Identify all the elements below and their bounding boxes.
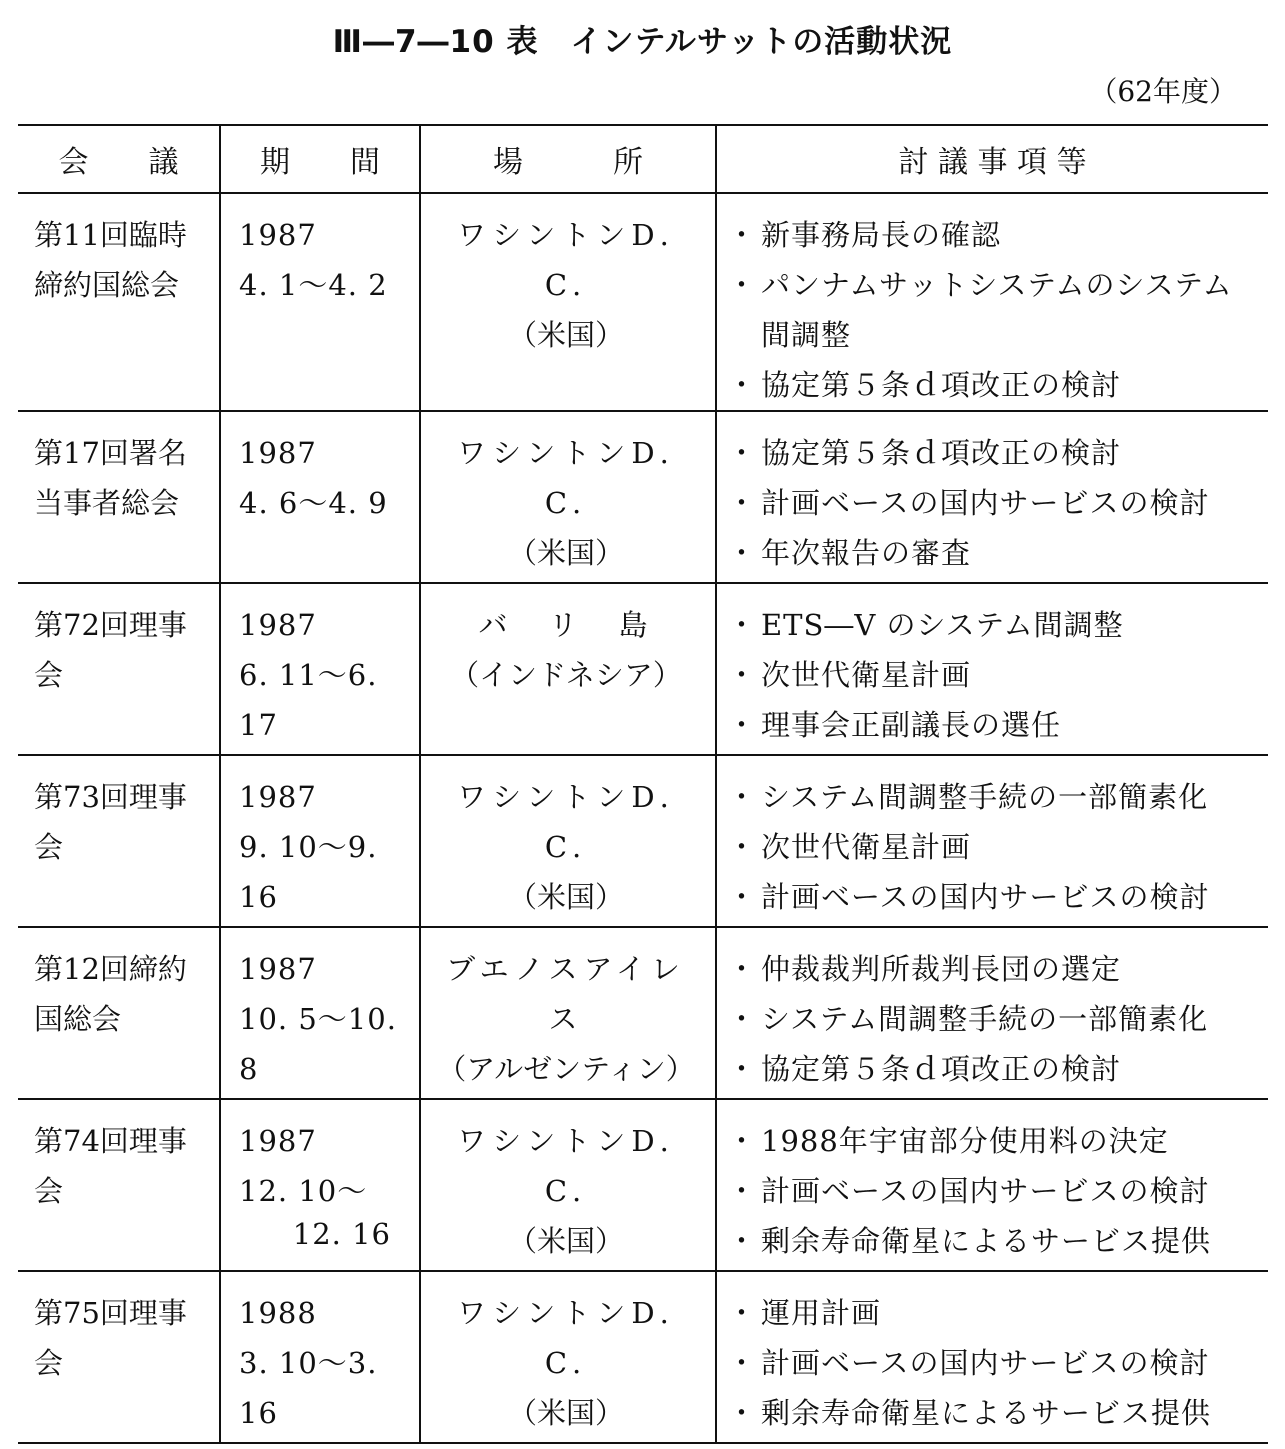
period-dates: 12. 10～ [239,1174,368,1208]
place-cell [420,411,716,583]
period-year: 1987 [239,1124,317,1158]
place-cell [420,1099,716,1271]
period-dates: 3. 10～3. 16 [239,1346,378,1430]
meeting-name: 第72回理事 会 [34,608,187,692]
place-country: （米国） [507,1224,624,1258]
period-year: 1987 [239,780,317,814]
fiscal-year-note: （62年度） [1089,75,1237,108]
place-name: ワシントンD. C. [457,436,675,520]
meeting-cell [18,1271,220,1443]
topic-list [739,1116,1260,1266]
header-meeting: 会 議 [18,125,220,193]
header-period: 期 間 [220,125,420,193]
table-body [18,193,1268,1443]
meeting-name: 第11回臨時 締約国総会 [34,218,187,302]
meeting-cell [18,755,220,927]
place-cell [420,1271,716,1443]
topic-item: ・ 剰余寿命衛星によるサービス提供 [739,1216,1260,1266]
topics-cell [716,927,1268,1099]
place-country: （米国） [507,1396,624,1430]
table-row [18,193,1268,411]
meeting-name: 第73回理事 会 [34,780,187,864]
topic-item: ・ 運用計画 [739,1288,1260,1338]
topic-item: ・ 理事会正副議長の選任 [739,700,1260,750]
place-name: ワシントンD. C. [457,1124,675,1208]
period-year: 1988 [239,1296,317,1330]
meeting-name: 第17回署名 当事者総会 [34,436,187,520]
topic-item: ・ 協定第５条ｄ項改正の検討 [739,360,1260,410]
place-country: （インドネシア） [450,658,682,692]
topic-item: ・ 協定第５条ｄ項改正の検討 [739,1044,1260,1094]
meeting-cell [18,193,220,411]
topic-item: ・ 計画ベースの国内サービスの検討 [739,478,1260,528]
period-cell [220,583,420,755]
header-row [18,125,1268,193]
topic-list [739,772,1260,922]
period-cell [220,193,420,411]
intelsat-activity-table [18,124,1268,1444]
topic-item: ・ 剰余寿命衛星によるサービス提供 [739,1388,1260,1438]
header-topics: 討 議 事 項 等 [716,125,1268,193]
place-name: ワシントンD. C. [457,1296,675,1380]
topic-item: ・ 仲裁裁判所裁判長団の選定 [739,944,1260,994]
period-year: 1987 [239,952,317,986]
meeting-cell [18,583,220,755]
topic-item: ・ 次世代衛星計画 [739,822,1260,872]
topics-cell [716,583,1268,755]
place-country: （アルゼンティン） [437,1052,695,1086]
period-year: 1987 [239,608,317,642]
period-dates: 4. 1～4. 2 [239,268,388,302]
topic-item: ・ 計画ベースの国内サービスの検討 [739,1166,1260,1216]
period-cell [220,927,420,1099]
topic-item: ・ システム間調整手続の一部簡素化 [739,772,1260,822]
period-dates: 4. 6～4. 9 [239,486,388,520]
topic-list [739,428,1260,578]
meeting-cell [18,411,220,583]
place-name: バ リ 島 [478,608,654,642]
period-cell [220,1271,420,1443]
topic-list [739,1288,1260,1438]
period-year: 1987 [239,436,317,470]
topic-item: ・ 協定第５条ｄ項改正の検討 [739,428,1260,478]
table-row [18,1271,1268,1443]
meeting-cell [18,927,220,1099]
place-cell [420,927,716,1099]
place-name: ブエノスアイレス [446,952,686,1036]
topic-list [739,210,1260,410]
meeting-cell [18,1099,220,1271]
meeting-name: 第75回理事 会 [34,1296,187,1380]
topic-item: ・ 新事務局長の確認 [739,210,1260,260]
period-cell [220,1099,420,1271]
place-country: （米国） [507,318,624,352]
topics-cell [716,411,1268,583]
topic-item: ・ 年次報告の審査 [739,528,1260,578]
topic-item: ・ システム間調整手続の一部簡素化 [739,994,1260,1044]
table-row [18,411,1268,583]
period-cell [220,411,420,583]
topic-list [739,944,1260,1094]
place-cell [420,755,716,927]
topics-cell [716,755,1268,927]
place-country: （米国） [507,880,624,914]
place-name: ワシントンD. C. [457,780,675,864]
period-dates: 9. 10～9. 16 [239,830,378,914]
meeting-name: 第12回締約 国総会 [34,952,187,1036]
topic-item: ・ 計画ベースの国内サービスの検討 [739,1338,1260,1388]
period-cell [220,755,420,927]
place-name: ワシントンD. C. [457,218,675,302]
table-row [18,927,1268,1099]
period-year: 1987 [239,218,317,252]
place-cell [420,193,716,411]
table-row [18,1099,1268,1271]
period-dates-continued: 12. 16 [292,1217,391,1251]
place-cell [420,583,716,755]
meeting-name: 第74回理事 会 [34,1124,187,1208]
topic-list [739,600,1260,750]
topic-item: ・ パンナムサットシステムのシステム間調整 [739,260,1260,360]
topics-cell [716,1271,1268,1443]
topic-item: ・ 次世代衛星計画 [739,650,1260,700]
period-dates: 6. 11～6. 17 [239,658,378,742]
topic-item: ・ 計画ベースの国内サービスの検討 [739,872,1260,922]
topics-cell [716,1099,1268,1271]
table-row [18,755,1268,927]
table-title: Ⅲ―7―10 表 インテルサットの活動状況 [332,24,953,60]
table-row [18,583,1268,755]
header-place: 場 所 [420,125,716,193]
period-dates: 10. 5～10. 8 [239,1002,397,1086]
topic-item: ・ 1988年宇宙部分使用料の決定 [739,1116,1260,1166]
topic-item: ・ ETS―V のシステム間調整 [739,600,1260,650]
topics-cell [716,193,1268,411]
place-country: （米国） [507,536,624,570]
